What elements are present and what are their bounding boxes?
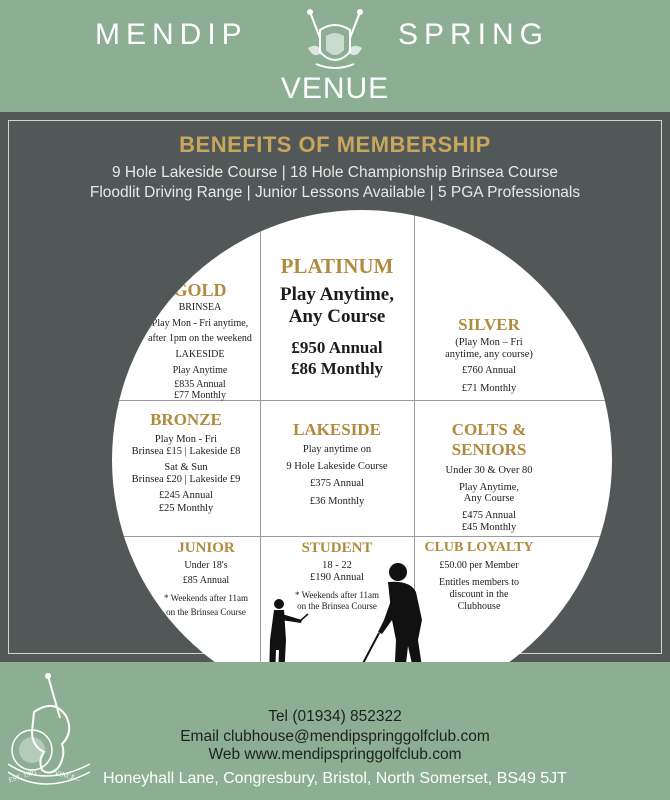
student-line-3: on the Brinsea Course — [297, 601, 377, 611]
gold-annual: £835 Annual — [174, 379, 226, 390]
colts-annual: £475 Annual — [462, 510, 516, 521]
silver-title: SILVER — [458, 315, 520, 334]
silver-annual: £760 Annual — [462, 365, 516, 376]
gold-line-5: Play Anytime — [172, 365, 228, 376]
benefits-line-2: Floodlit Driving Range | Junior Lessons Available | 5 PGA Professionals — [89, 184, 581, 201]
crest-icon — [298, 8, 372, 74]
bronze-line-2: Brinsea £15 | Lakeside £8 — [131, 446, 241, 457]
silver-line-2: anytime, any course) — [445, 349, 533, 360]
address: Honeyhall Lane, Congresbury, Bristol, North Somerset, BS49 5JT — [103, 770, 567, 787]
silver-monthly: £71 Monthly — [461, 383, 517, 394]
lakeside-monthly: £36 Monthly — [309, 496, 365, 507]
loyalty-line-4: Clubhouse — [457, 601, 501, 612]
gold-line-2: Play Mon - Fri anytime, — [151, 318, 249, 329]
platinum-monthly: £86 Monthly — [290, 359, 384, 378]
student-annual: £190 Annual — [310, 572, 364, 583]
web-label: Web — [208, 746, 241, 763]
benefits-title: BENEFITS OF MEMBERSHIP — [179, 132, 491, 157]
loyalty-line-3: discount in the — [449, 589, 509, 600]
gold-monthly: £77 Monthly — [174, 390, 226, 401]
email-label: Email — [180, 728, 219, 745]
tel-label: Tel — [268, 708, 289, 725]
bronze-line-4: Brinsea £20 | Lakeside £9 — [131, 474, 241, 485]
tel-line — [0, 708, 670, 726]
emblem-text-right: VINCE... — [53, 768, 82, 784]
benefits-line-1: 9 Hole Lakeside Course | 18 Hole Championship Brinsea Course — [111, 164, 559, 181]
student-line-2: * Weekends after 11am — [295, 590, 379, 600]
loyalty-title: CLUB LOYALTY — [424, 540, 534, 555]
gold-line-1: BRINSEA — [178, 302, 222, 313]
bronze-line-3: Sat & Sun — [164, 462, 208, 473]
brand-name-right: SPRING — [398, 18, 550, 51]
loyalty-line-1: £50.00 per Member — [439, 560, 519, 571]
junior-line-1: Under 18's — [184, 560, 228, 571]
junior-annual: £85 Annual — [182, 575, 230, 586]
bronze-annual: £245 Annual — [159, 490, 213, 501]
platinum-line-1: Play Anytime, — [280, 284, 394, 305]
lakeside-line-1: Play anytime on — [302, 444, 372, 455]
junior-line-2: * Weekends after 11am — [164, 593, 248, 603]
colts-line-3: Any Course — [463, 493, 515, 504]
web-link[interactable]: www.mendipspringgolfclub.com — [244, 746, 462, 763]
silver-line-1: (Play Mon – Fri — [455, 337, 523, 348]
loyalty-line-2: Entitles members to — [439, 577, 519, 588]
platinum-title: PLATINUM — [280, 254, 394, 278]
emblem-text-left: EST. 1991 — [7, 767, 38, 785]
bronze-title: BRONZE — [150, 410, 222, 429]
venue-subtitle: VENUE — [280, 72, 390, 105]
lakeside-line-2: 9 Hole Lakeside Course — [286, 461, 388, 472]
colts-line-1: Under 30 & Over 80 — [445, 465, 533, 476]
colts-title-1: COLTS & — [451, 420, 527, 439]
membership-circle — [112, 210, 612, 710]
colts-monthly: £45 Monthly — [461, 522, 517, 533]
junior-line-3: on the Brinsea Course — [166, 607, 246, 617]
email-link[interactable]: clubhouse@mendipspringgolfclub.com — [223, 728, 490, 745]
junior-title: JUNIOR — [177, 540, 235, 556]
tel-number[interactable]: (01934) 852322 — [292, 708, 402, 725]
student-title: STUDENT — [301, 540, 373, 556]
colts-title-2: SENIORS — [451, 440, 527, 459]
platinum-annual: £950 Annual — [291, 338, 383, 357]
platinum-line-2: Any Course — [288, 306, 386, 327]
email-line — [0, 728, 670, 746]
student-line-1: 18 - 22 — [322, 560, 352, 571]
colts-line-2: Play Anytime, — [458, 482, 520, 493]
gold-line-3: after 1pm on the weekend — [148, 333, 252, 344]
web-line — [0, 746, 670, 764]
gold-line-4: LAKESIDE — [175, 349, 225, 360]
bronze-monthly: £25 Monthly — [158, 503, 214, 514]
lakeside-title: LAKESIDE — [293, 420, 381, 439]
lakeside-annual: £375 Annual — [310, 478, 364, 489]
gold-title: GOLD — [173, 280, 227, 300]
brand-name-left: MENDIP — [95, 18, 248, 51]
golfer-silhouette-icon — [112, 210, 612, 710]
bronze-line-1: Play Mon - Fri — [154, 434, 218, 445]
